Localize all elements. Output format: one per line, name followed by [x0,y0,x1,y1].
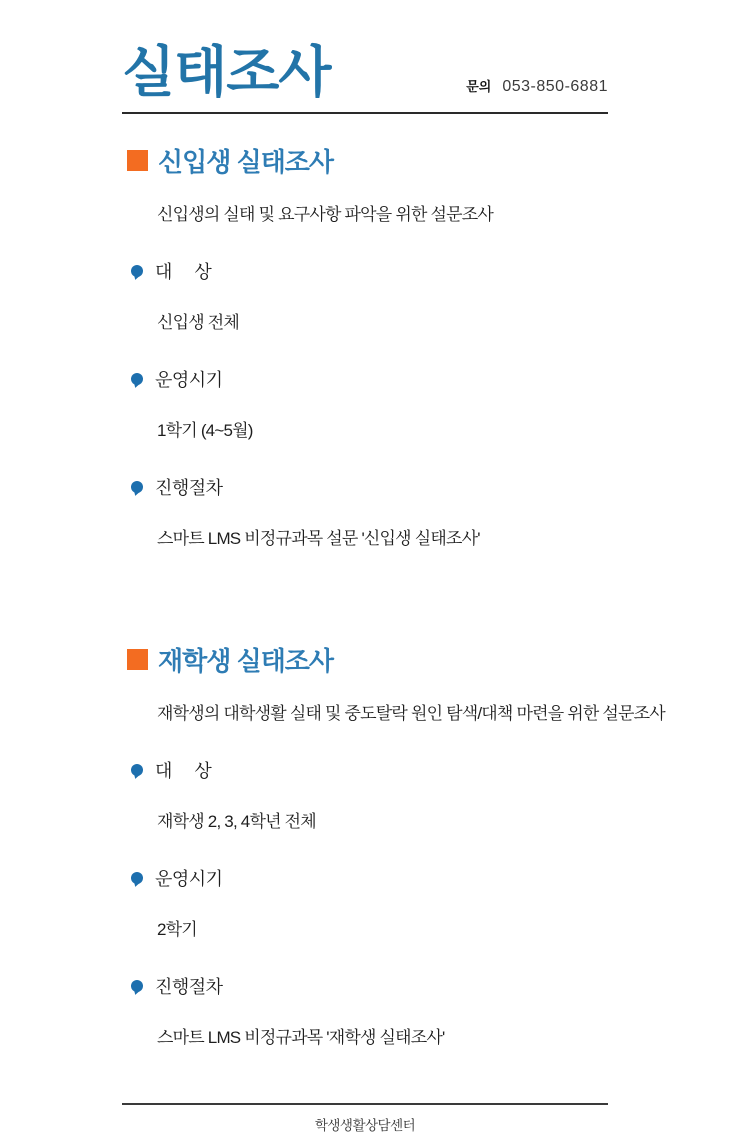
section-title: 신입생 실태조사 [158,146,334,177]
list-item [122,366,608,392]
bullet-icon [131,265,143,277]
page-content [0,41,730,1134]
list-item [122,973,608,999]
bullet-icon [131,872,143,884]
item-label: 진행절차 [155,976,223,997]
item-label: 운영시기 [155,868,223,889]
contact-label: 문의 [466,78,492,94]
item-value: 스마트 LMS 비정규과목 '재학생 실태조사' [157,1027,445,1047]
list-item [122,865,608,891]
item-label: 대 상 [155,760,212,781]
page-title: 실태조사 [122,41,331,103]
section-freshman-survey [122,142,608,549]
bullet-icon [131,373,143,385]
bullet-icon [131,980,143,992]
section-enrolled-survey [122,641,665,1048]
footer-text: 학생생활상담센터 [314,1117,416,1133]
item-label: 대 상 [155,261,212,282]
bullet-icon [131,764,143,776]
section-description: 재학생의 대학생활 실태 및 중도탈락 원인 탐색/대책 마련을 위한 설문조사 [157,703,665,723]
item-value: 스마트 LMS 비정규과목 설문 '신입생 실태조사' [157,528,480,548]
list-item [122,757,608,783]
section-heading [122,142,608,179]
page-header [122,41,608,103]
footer-divider [122,1103,608,1105]
section-heading [122,641,608,678]
header-divider [122,112,608,114]
item-label: 진행절차 [155,477,223,498]
contact-phone: 053-850-6881 [502,77,608,95]
orange-square-icon [127,150,148,171]
section-title: 재학생 실태조사 [158,645,334,676]
page-footer [122,1103,608,1134]
item-label: 운영시기 [155,369,223,390]
item-value: 재학생 2, 3, 4학년 전체 [157,811,316,831]
item-value: 1학기 (4~5월) [157,420,253,440]
item-value: 2학기 [157,919,197,939]
notice-page [0,41,730,1144]
list-item [122,258,608,284]
section-description: 신입생의 실태 및 요구사항 파악을 위한 설문조사 [157,204,493,224]
bullet-icon [131,481,143,493]
list-item [122,474,608,500]
item-value: 신입생 전체 [157,312,240,332]
orange-square-icon [127,649,148,670]
contact-info [466,76,608,102]
